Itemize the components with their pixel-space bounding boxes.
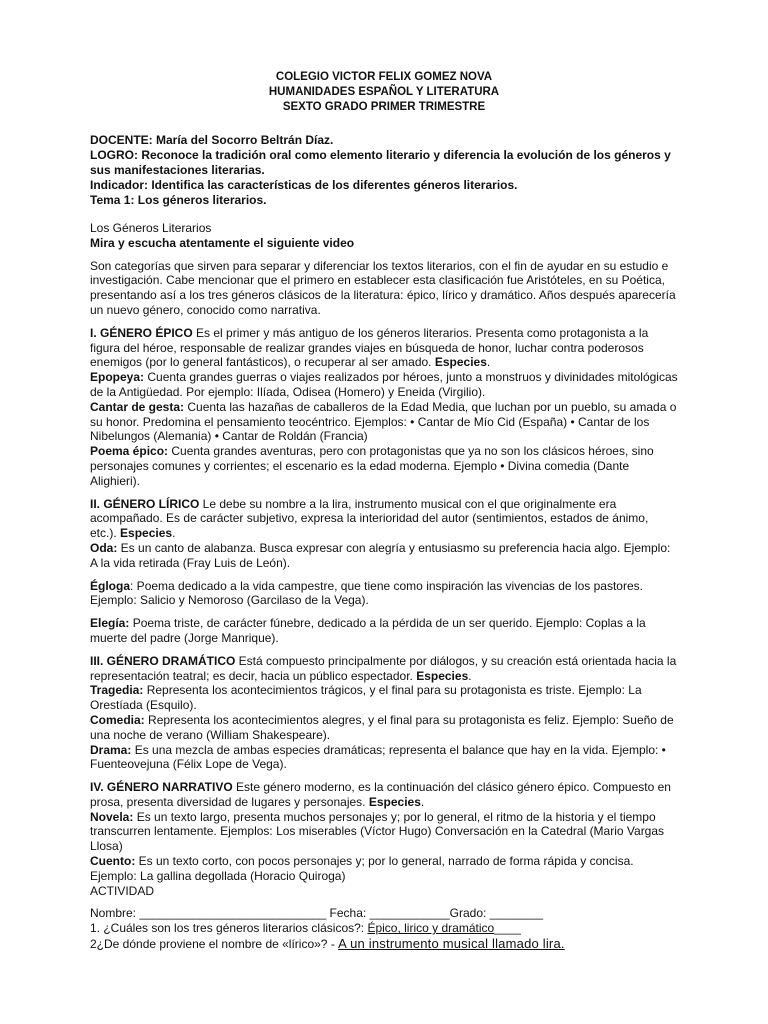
- dramatico-item-comedia: Comedia: Representa los acontecimientos alegres, y el final para su protagonista es feliz. Ejemplo: Sueño de una noche de verano (William Shakespeare).: [90, 712, 674, 742]
- lirico-item-oda: Oda: Es un canto de alabanza. Busca expresar con alegría y entusiasmo su preferencia hacia algo. Ejemplo: A la vida retirada (Fray Luis de León).: [90, 540, 671, 570]
- epico-section: [90, 326, 678, 489]
- goal-line: LOGRO: Reconoce la tradición oral como elemento literario y diferencia la evolución de los géneros y sus manifestaciones literarias.: [90, 148, 671, 177]
- answer-1: Épico, lirico y dramático: [367, 921, 495, 936]
- epico-item-poema: Poema épico: Cuenta grandes aventuras, pero con protagonistas que ya no son los clásicos héroes, sino personajes comunes y corrientes; el escenario es la edad moderna. Ejemplo • Divina comedia (Dante Alighieri).: [90, 444, 654, 488]
- lirico-item-elegia: Elegía: Poema triste, de carácter fúnebre, dedicado a la pérdida de un ser querido. Ejemplo: Coplas a la muerte del padre (Jorge Manrique).: [90, 616, 646, 645]
- narrativo-paragraph: IV. GÉNERO NARRATIVO Este género moderno, es la continuación del clásico género épico. Compuesto en prosa, presenta diversidad de lugares y personajes. Especies.: [90, 780, 671, 809]
- narrativo-item-novela: Novela: Es un texto largo, presenta muchos personajes y; por lo general, el ritmo de la historia y el tiempo transcurren lentamente. Ejemplos: Los miserables (Víctor Hugo) Conversación en la Catedral (Mario Vargas Llosa): [90, 809, 665, 854]
- epico-heading: I. GÉNERO ÉPICO: [90, 325, 193, 340]
- grade-term: SEXTO GRADO PRIMER TRIMESTRE: [282, 101, 486, 113]
- intro-paragraph: Son categorías que sirven para separar y diferenciar los textos literarios, con el fin de ayudar en su estudio e investigación. Cabe mencionar que el primero en establecer esta clasificación fue Aristóteles, en su Poética, presentando así a los tres géneros clásicos de la literatura: épico, lírico y dramático. Años después aparecería un nuevo género, conocido como narrativa.: [90, 258, 676, 317]
- course-meta: [90, 133, 678, 208]
- lirico-paragraph: II. GÉNERO LÍRICO Le debe su nombre a la lira, instrumento musical con el que originalmente era acompañado. Es de carácter subjetivo, expresa la interioridad del autor (sentimientos, estados de ánimo, etc.). Especies.: [90, 496, 649, 541]
- intro-section: [90, 221, 678, 318]
- activity-form: [90, 906, 678, 952]
- dramatico-heading: III. GÉNERO DRAMÁTICO: [90, 653, 236, 668]
- topic-line: Tema 1: Los géneros literarios.: [90, 193, 267, 207]
- section-title: Los Géneros Literarios: [90, 221, 212, 235]
- narrativo-item-cuento: Cuento: Es un texto corto, con pocos personajes y; por lo general, narrado de forma rápida y concisa. Ejemplo: La gallina degollada (Horacio Quiroga): [90, 854, 634, 883]
- epico-item-epopeya: Epopeya: Cuenta grandes guerras o viajes realizados por héroes, junto a monstruos y divinidades mitológicas de la Antigüedad. Por ejemplo: Ilíada, Odisea (Homero) y Eneida (Virgilio).: [90, 370, 678, 399]
- dramatico-paragraph: III. GÉNERO DRAMÁTICO Está compuesto principalmente por diálogos, y su creación está orientada hacia la representación teatral; es decir, hacia un público espectador. Especies.: [90, 653, 677, 683]
- epico-paragraph: I. GÉNERO ÉPICO Es el primer y más antiguo de los géneros literarios. Presenta como protagonista a la figura del héroe, responsable de realizar grandes viajes en búsqueda de honor, luchar contra poderosos enemigos (por lo general fantásticos), o recuperar al ser amado. Especies.: [90, 325, 649, 370]
- narrativo-section: [90, 780, 678, 898]
- document-header: [90, 70, 678, 115]
- teacher-line: DOCENTE: María del Socorro Beltrán Díaz.: [90, 133, 334, 147]
- document-body: [90, 221, 678, 952]
- section-subtitle: Mira y escucha atentamente el siguiente video: [90, 235, 355, 250]
- lirico-item-egloga: Égloga: Poema dedicado a la vida campestre, que tiene como inspiración las vivencias de los pastores. Ejemplo: Salicio y Nemoroso (Garcilaso de la Vega).: [90, 578, 643, 608]
- dramatico-item-tragedia: Tragedia: Representa los acontecimientos trágicos, y el final para su protagonista es triste. Ejemplo: La Orestíada (Esquilo).: [90, 683, 642, 713]
- lirico-heading: II. GÉNERO LÍRICO: [90, 496, 200, 511]
- subject-name: HUMANIDADES ESPAÑOL Y LITERATURA: [268, 86, 500, 98]
- dramatico-item-drama: Drama: Es una mezcla de ambas especies dramáticas; representa el balance que hay en la vida. Ejemplo: • Fuenteovejuna (Félix Lope de Vega).: [90, 742, 666, 772]
- dramatico-section: [90, 654, 678, 772]
- name-date-grade-line: Nombre: ____________________________ Fecha: ____________Grado: ________: [90, 906, 544, 921]
- school-name: COLEGIO VICTOR FELIX GOMEZ NOVA: [275, 71, 493, 83]
- narrativo-heading: IV. GÉNERO NARRATIVO: [90, 780, 233, 795]
- activity-label: ACTIVIDAD: [90, 883, 155, 898]
- question-2: 2¿De dónde proviene el nombre de «lírico»? - A un instrumento musical llamado lira.: [90, 936, 565, 952]
- answer-2: A un instrumento musical llamado lira.: [338, 936, 565, 952]
- epico-item-cantar: Cantar de gesta: Cuenta las hazañas de caballeros de la Edad Media, que luchan por un pueblo, su amada o su honor. Predomina el pensamiento teocéntrico. Ejemplos: • Cantar de Mío Cid (España) • Cantar de los Nibelungos (Alemania) • Cantar de Roldán (Francia): [90, 399, 677, 444]
- lirico-section: [90, 497, 678, 646]
- question-1: 1. ¿Cuáles son los tres géneros literarios clásicos?: Épico, lirico y dramático____: [90, 921, 521, 936]
- indicator-line: Indicador: Identifica las características de los diferentes géneros literarios.: [90, 178, 518, 192]
